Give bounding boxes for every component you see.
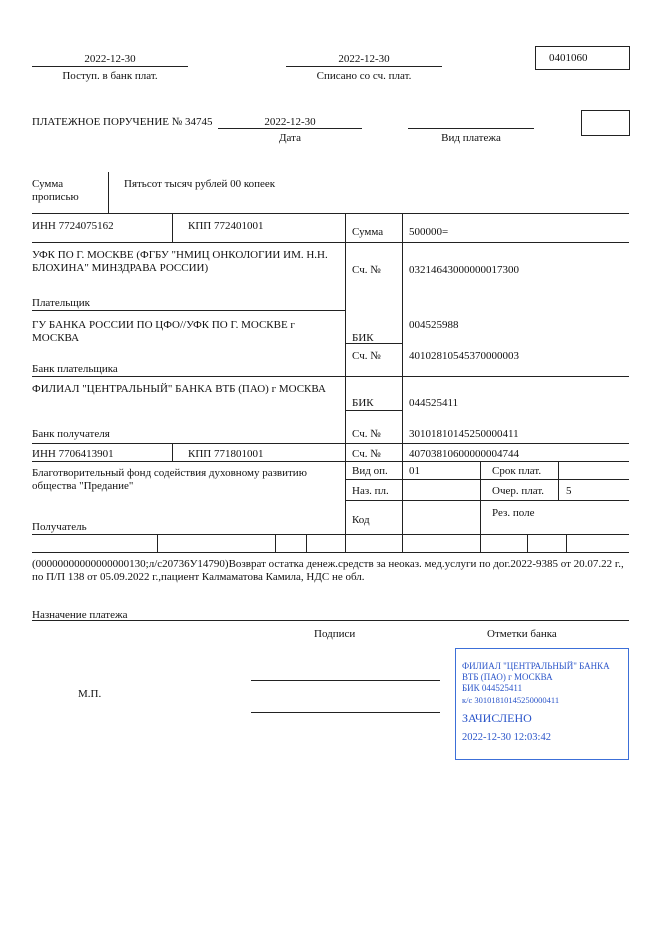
row-line-461 [32, 461, 629, 462]
amount-words-label-1: Сумма [32, 178, 64, 190]
debited-label: Списано со сч. плат. [316, 70, 412, 82]
row-line-443 [32, 443, 629, 444]
payer-bank-label: Банк плательщика [32, 363, 118, 375]
row-line-552 [32, 552, 629, 553]
col-line-558 [558, 461, 559, 500]
received-date: 2022-12-30 [84, 53, 136, 65]
priority-value: 5 [566, 485, 572, 497]
op-type-label: Вид оп. [352, 465, 388, 477]
row-line-376 [32, 376, 629, 377]
op-type-value: 01 [409, 465, 420, 477]
payer-kpp: КПП 772401001 [188, 220, 264, 232]
purpose-label: Назначение платежа [32, 609, 128, 621]
payee-bank-bik-value: 044525411 [409, 397, 459, 409]
row-line-479 [346, 479, 629, 480]
payee-acc-label: Сч. № [352, 448, 381, 460]
stamp-status: ЗАЧИСЛЕНО [462, 711, 532, 725]
amount-words-value: Пятьсот тысяч рублей 00 копеек [124, 178, 276, 190]
col-line-402 [402, 213, 403, 553]
bik-top-line-2 [346, 410, 403, 411]
payee-bank-bik-label: БИК [352, 397, 374, 409]
code-label: Код [352, 514, 370, 526]
payer-acc-label: Сч. № [352, 264, 381, 276]
purpose-text: (00000000000000000130;л/с20736У14790)Возврат остатка денеж.средств за неоказ. мед.услуги по дог.2022-9385 от 20.07.22 г., по П/П 138 от 05.09.2022 г.,пациент Калмаматова Камила, НДС не обл. [32, 558, 624, 583]
amount-words-divider [108, 172, 109, 213]
payer-acc-value: 03214643000000017300 [409, 264, 519, 276]
tax-col-157 [157, 534, 158, 553]
payee-bank-acc-label: Сч. № [352, 428, 381, 440]
payee-inn: ИНН 7706413901 [32, 448, 114, 460]
payer-label: Плательщик [32, 297, 90, 309]
col-line-480 [480, 461, 481, 553]
payee-name: Благотворительный фонд содействия духовному развитию общества "Предание" [32, 467, 307, 492]
payment-type-label: Вид платежа [441, 132, 501, 144]
priority-label: Очер. плат. [492, 485, 545, 497]
payer-bank-acc-value: 40102810545370000003 [409, 350, 519, 362]
tax-col-566 [566, 534, 567, 553]
stamp-line-2: ВТБ (ПАО) г МОСКВА [462, 672, 553, 682]
payer-bank-name: ГУ БАНКА РОССИИ ПО ЦФО//УФК ПО Г. МОСКВЕ г МОСКВА [32, 319, 295, 344]
col-line-345 [345, 213, 346, 553]
payer-bank-acc-label: Сч. № [352, 350, 381, 362]
row-line-213 [32, 213, 629, 214]
payee-bank-label: Банк получателя [32, 428, 110, 440]
debited-date-line [286, 66, 442, 67]
stamp-line-1: ФИЛИАЛ "ЦЕНТРАЛЬНЫЙ" БАНКА [462, 661, 610, 671]
order-title: ПЛАТЕЖНОЕ ПОРУЧЕНИЕ № 34745 [32, 116, 213, 128]
stamp-datetime: 2022-12-30 12:03:42 [462, 732, 551, 743]
order-date: 2022-12-30 [264, 116, 316, 128]
row-line-500 [346, 500, 629, 501]
signature-line-1 [251, 680, 440, 681]
form-code-box [535, 46, 630, 70]
order-date-line [218, 128, 362, 129]
tax-col-275 [275, 534, 276, 553]
signature-line-2 [251, 712, 440, 713]
seal-label: М.П. [78, 688, 102, 700]
payment-type-line [408, 128, 534, 129]
tax-col-306 [306, 534, 307, 553]
payee-kpp: КПП 771801001 [188, 448, 264, 460]
payer-inn: ИНН 7724075162 [32, 220, 114, 232]
reserve-label: Рез. поле [492, 507, 535, 519]
order-date-label: Дата [279, 132, 301, 144]
payee-bank-acc-value: 30101810145250000411 [409, 428, 519, 440]
payer-name: УФК ПО Г. МОСКВЕ (ФГБУ "НМИЦ ОНКОЛОГИИ ИМ. Н.Н. БЛОХИНА" МИНЗДРАВА РОССИИ) [32, 249, 328, 274]
payee-label: Получатель [32, 521, 87, 533]
row-line-310 [32, 310, 346, 311]
amount-words-label-2: прописью [32, 191, 79, 203]
row-line-242 [32, 242, 629, 243]
tax-col-527 [527, 534, 528, 553]
received-date-line [32, 66, 188, 67]
debited-date: 2022-12-30 [338, 53, 390, 65]
payer-bank-bik-value: 004525988 [409, 319, 459, 331]
stamp-line-3: БИК 044525411 [462, 683, 523, 693]
signatures-label: Подписи [314, 628, 356, 640]
payee-inn-kpp-divider [172, 443, 173, 462]
bank-marks-label: Отметки банка [487, 628, 557, 640]
due-label: Срок плат. [492, 465, 542, 477]
payer-inn-kpp-divider [172, 213, 173, 242]
stamp-line-4: к/с 30101810145250000411 [462, 695, 560, 705]
bank-stamp [455, 648, 629, 760]
received-label: Поступ. в банк плат. [62, 70, 158, 82]
payer-sum-label: Сумма [352, 226, 384, 238]
status-box [581, 110, 630, 136]
row-line-534 [32, 534, 629, 535]
purpose-code-label: Наз. пл. [352, 485, 389, 497]
payer-sum-value: 500000= [409, 226, 449, 238]
payer-bank-bik-label: БИК [352, 332, 374, 344]
form-code: 0401060 [549, 52, 588, 64]
payee-acc-value: 40703810600000004744 [409, 448, 519, 460]
payee-bank-name: ФИЛИАЛ "ЦЕНТРАЛЬНЫЙ" БАНКА ВТБ (ПАО) г МОСКВА [32, 383, 326, 395]
